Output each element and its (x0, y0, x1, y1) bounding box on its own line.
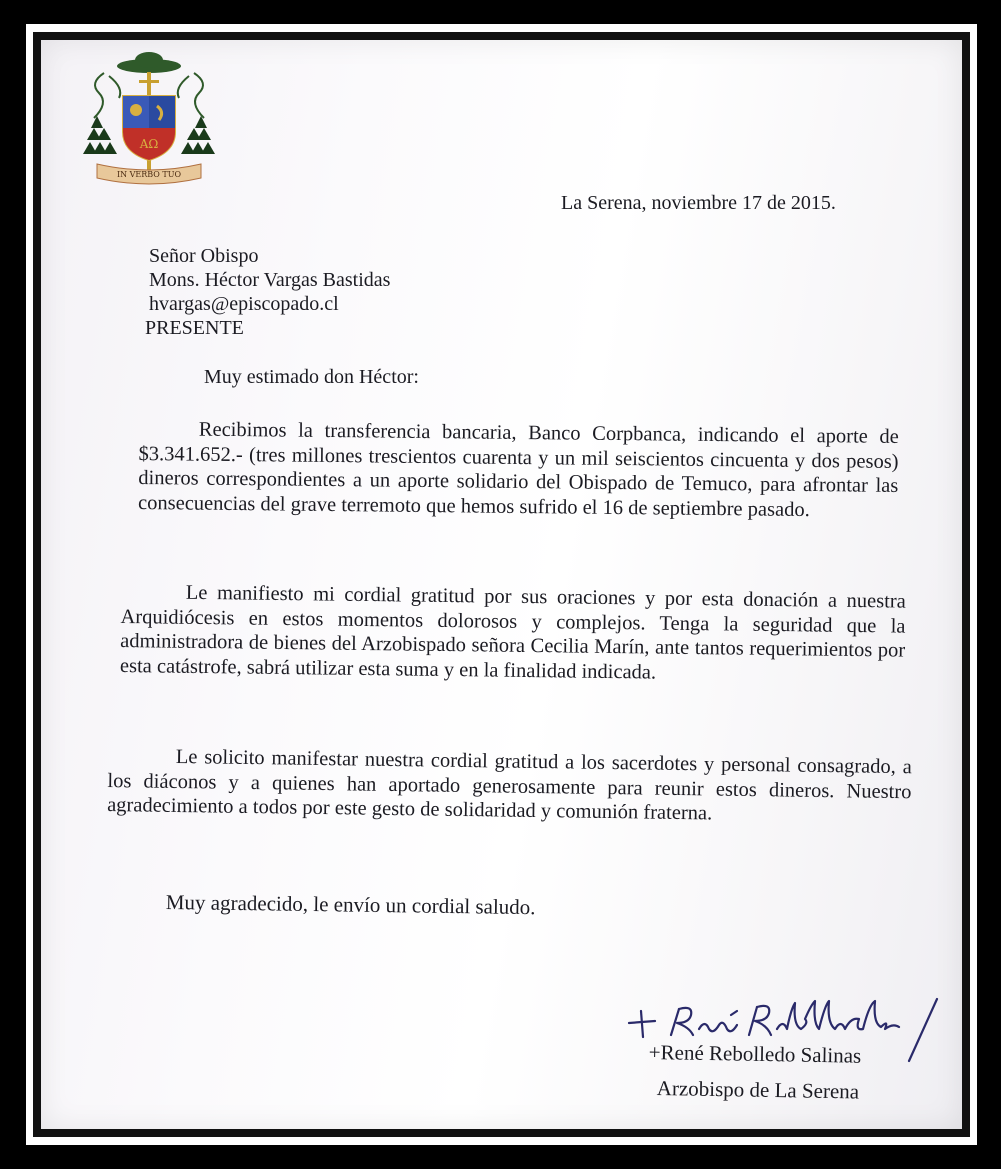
paragraph-gratitude: Le manifiesto mi cordial gratitud por sus oraciones y por esta donación a nuestra Arquidiócesis en estos momentos dolorosos y complejos. Tenga la seguridad que la administradora de bienes del Arzobispado señora Cecilia Marín, ante tantos requerimientos por esta catástrofe, sabrá utilizar esta suma y en la finalidad indicada. (119, 581, 906, 684)
coat-of-arms-icon (79, 48, 219, 188)
addressee-name: Mons. Héctor Vargas Bastidas (149, 269, 391, 291)
shield-letters: AΩ (139, 137, 159, 151)
addressee-block (145, 244, 391, 340)
addressee-present: PRESENTE (145, 317, 244, 339)
signatory-name: +René Rebolledo Salinas (648, 1040, 862, 1068)
letter-page (41, 40, 962, 1129)
motto-text: IN VERBO TUO (116, 170, 182, 179)
closing-line: Muy agradecido, le envío un cordial saludo. (165, 890, 536, 920)
addressee-title: Señor Obispo (149, 245, 259, 267)
signatory-title: Arzobispo de La Serena (656, 1076, 860, 1104)
paragraph-request: Le solicito manifestar nuestra cordial gratitud a los sacerdotes y personal consagrado, a los diáconos y a quienes han aportado generosamente para reunir estos dineros. Nuestro agradecimiento a todos por este gesto de solidaridad y comunión fraterna. (106, 745, 912, 825)
paragraph-transfer: Recibimos la transferencia bancaria, Banco Corpbanca, indicando el aporte de $3.341.652.- (tres millones trescientos cuarenta y un mil seiscientos cincuenta y dos pesos) dineros correspondientes a un aporte solidario del Obispado de Temuco, para afrontar las consecuencias del grave terremoto que hemos sufrido el 16 de septiembre pasado. (137, 418, 899, 521)
date-line: La Serena, noviembre 17 de 2015. (561, 192, 836, 214)
addressee-email: hvargas@episcopado.cl (149, 293, 339, 315)
greeting: Muy estimado don Héctor: (204, 366, 419, 388)
